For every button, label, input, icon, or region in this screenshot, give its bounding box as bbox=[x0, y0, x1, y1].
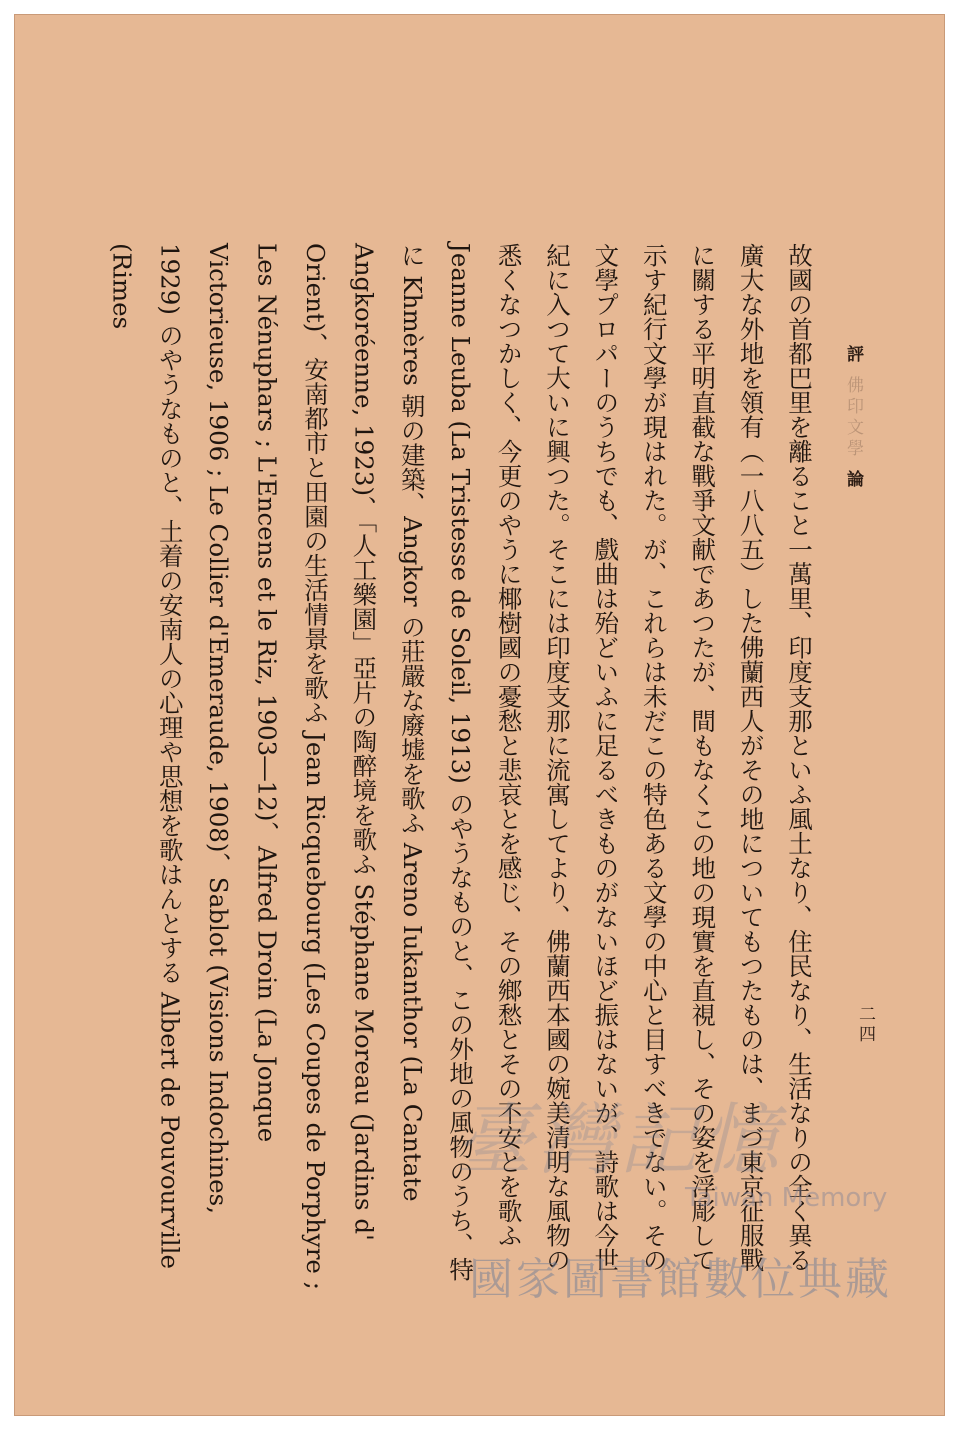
body-paragraph: 故國の首都巴里を離ること一萬里、印度支那といふ風土なり、住民なり、生活なりの全く異る廣大な外地を領有（一八八五）した佛蘭西人がその地についてもつたものは、まづ東京征服戰に關する平明直截な戰爭文献であつたが、間もなくこの地の現實を直視し、その姿を浮彫して示す紀行文學が現はれた。が、これらは未だこの特色ある文學の中心と目すべきでない。その文學プロパーのうちでも、戲曲は殆どいふに足るべきものがないほど振はないが、詩歌は今世紀に入つて大いに興つた。そこには印度支那に流寓してより、佛蘭西本國の婉美清明な風物の悉くなつかしく、今更のやうに椰樹國の憂愁と悲哀とを感じ、その鄉愁とその不安とを歌ふ Jeanne Leuba (La Tristesse de Soleil, 1913) のやうなものと、この外地の風物のうち、特に Khmères 朝の建築、Angkor の莊嚴な廢墟を歌ふ Areno Iukanthor (La Cantate Angkoréenne, 1923)、「人工樂園」亞片の陶醉境を歌ふ Stéphane Moreau (Jardins d' Orient)、安南都市と田園の生活情景を歌ふ Jean Ricquebourg (Les Coupes de Porphyre ; Les Nénuphars ; L'Encens et le Riz, 1903―12)、Alfred Droin (La Jonque Victorieuse, 1906 ; Le Collier d'Emeraude, 1908)、Sablot (Visions Indochines, 1929) のやうなものと、土着の安南人の心理や思想を歌はんとする Albert de Pouvourville (Rimes bbox=[107, 243, 814, 1290]
watermark-org: 國家圖書館數位典藏 bbox=[469, 1254, 892, 1305]
header-title-faint: 佛印文學 bbox=[843, 375, 863, 460]
watermark bbox=[455, 1091, 935, 1341]
document-page bbox=[14, 14, 945, 1416]
page-number: 二四 bbox=[855, 1005, 875, 1045]
watermark-logo: 臺灣記憶 bbox=[455, 1096, 784, 1186]
watermark-brand: Taiwan Memory bbox=[685, 1183, 888, 1213]
header-title-suffix: 論 bbox=[843, 469, 863, 491]
header-title-prefix: 評 bbox=[843, 345, 863, 366]
running-header bbox=[841, 345, 866, 491]
